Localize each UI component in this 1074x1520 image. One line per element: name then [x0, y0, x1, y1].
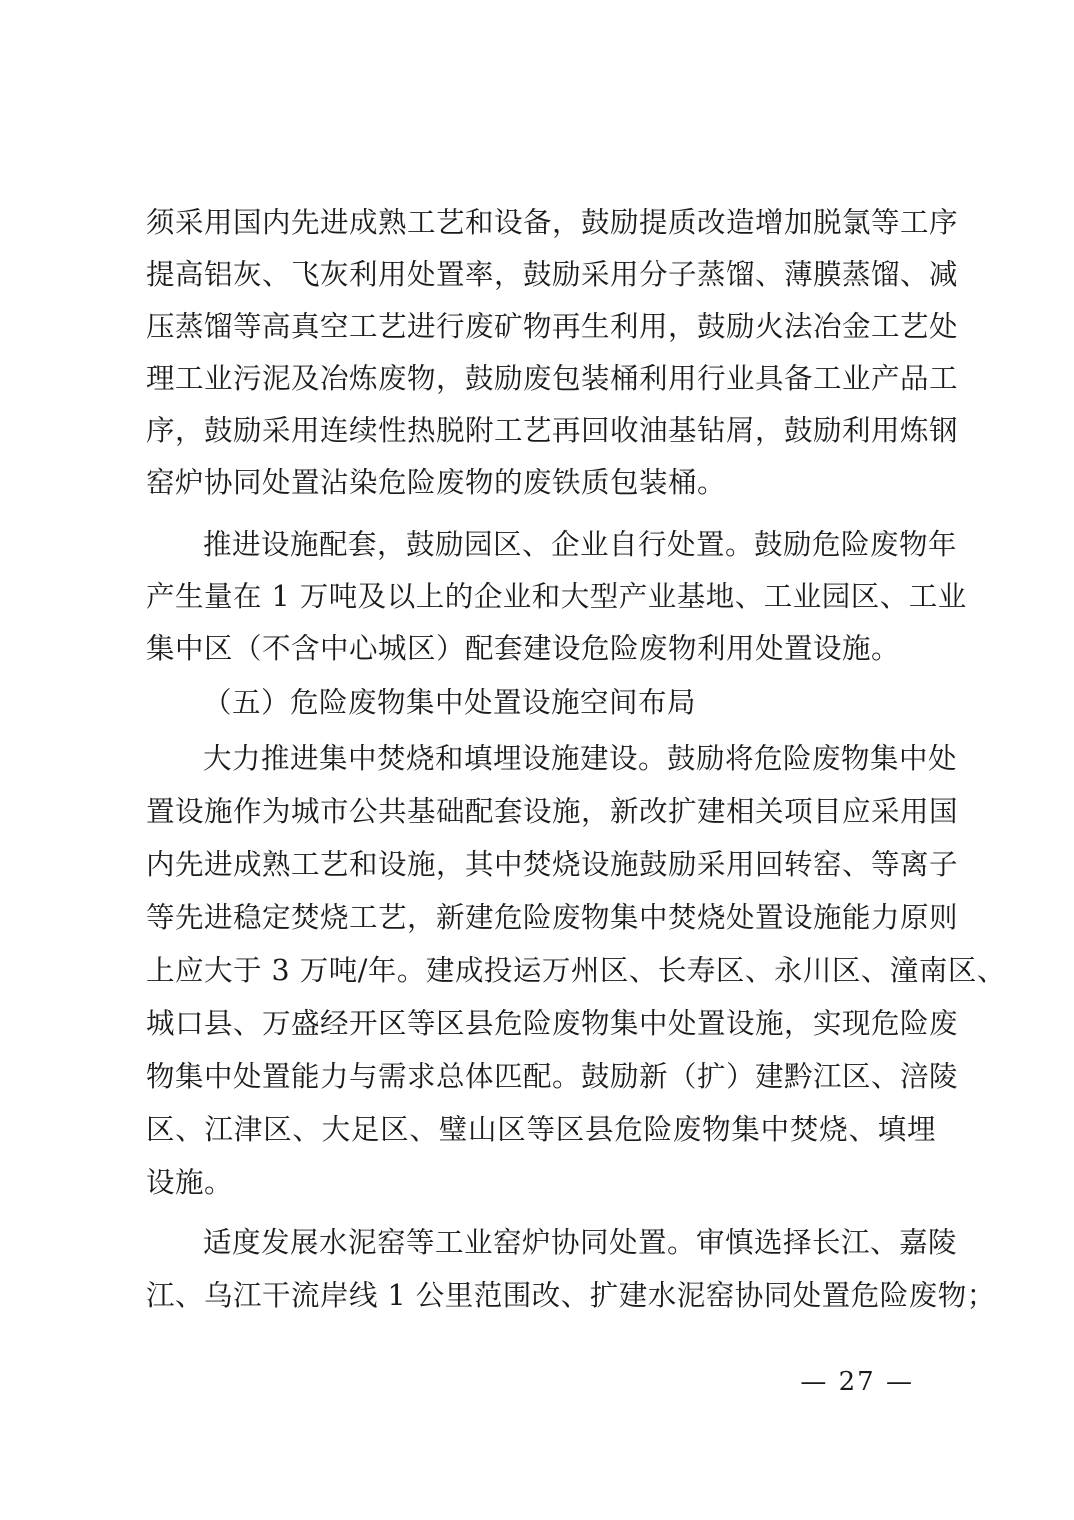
body-text-line: 城口县、万盛经开区等区县危险废物集中处置设施，实现危险废 — [146, 1007, 959, 1040]
body-text-line: 上应大于 3 万吨/年。建成投运万州区、长寿区、永川区、潼南区、 — [146, 954, 1006, 987]
body-text-line: 窑炉协同处置沾染危险废物的废铁质包装桶。 — [146, 466, 727, 499]
body-text-line: 置设施作为城市公共基础配套设施，新改扩建相关项目应采用国 — [146, 795, 959, 828]
body-text-line: 物集中处置能力与需求总体匹配。鼓励新（扩）建黔江区、涪陵 — [146, 1060, 959, 1093]
page-number: — 27 — — [800, 1367, 914, 1397]
body-text-line: 产生量在 1 万吨及以上的企业和大型产业基地、工业园区、工业 — [146, 580, 967, 613]
section-heading: （五）危险废物集中处置设施空间布局 — [203, 686, 697, 719]
body-text-line: 压蒸馏等高真空工艺进行废矿物再生利用，鼓励火法冶金工艺处 — [146, 310, 959, 343]
body-text-line: 等先进稳定焚烧工艺，新建危险废物集中焚烧处置设施能力原则 — [146, 901, 959, 934]
body-text-line: 集中区（不含中心城区）配套建设危险废物利用处置设施。 — [146, 632, 901, 665]
body-text-line: 设施。 — [146, 1166, 234, 1199]
body-text-line: 推进设施配套，鼓励园区、企业自行处置。鼓励危险废物年 — [203, 528, 958, 561]
body-text-line: 区、江津区、大足区、璧山区等区县危险废物集中焚烧、填埋 — [146, 1113, 936, 1146]
body-text-line: 须采用国内先进成熟工艺和设备，鼓励提质改造增加脱氯等工序 — [146, 206, 959, 239]
body-text-line: 江、乌江干流岸线 1 公里范围改、扩建水泥窑协同处置危险废物； — [146, 1279, 996, 1312]
body-text-line: 理工业污泥及冶炼废物，鼓励废包装桶利用行业具备工业产品工 — [146, 362, 959, 395]
body-text-line: 序，鼓励采用连续性热脱附工艺再回收油基钻屑，鼓励利用炼钢 — [146, 414, 959, 447]
body-text-line: 提高铝灰、飞灰利用处置率，鼓励采用分子蒸馏、薄膜蒸馏、减 — [146, 258, 959, 291]
body-text-line: 适度发展水泥窑等工业窑炉协同处置。审慎选择长江、嘉陵 — [203, 1226, 958, 1259]
body-text-line: 内先进成熟工艺和设施，其中焚烧设施鼓励采用回转窑、等离子 — [146, 848, 959, 881]
body-text-line: 大力推进集中焚烧和填埋设施建设。鼓励将危险废物集中处 — [203, 742, 958, 775]
